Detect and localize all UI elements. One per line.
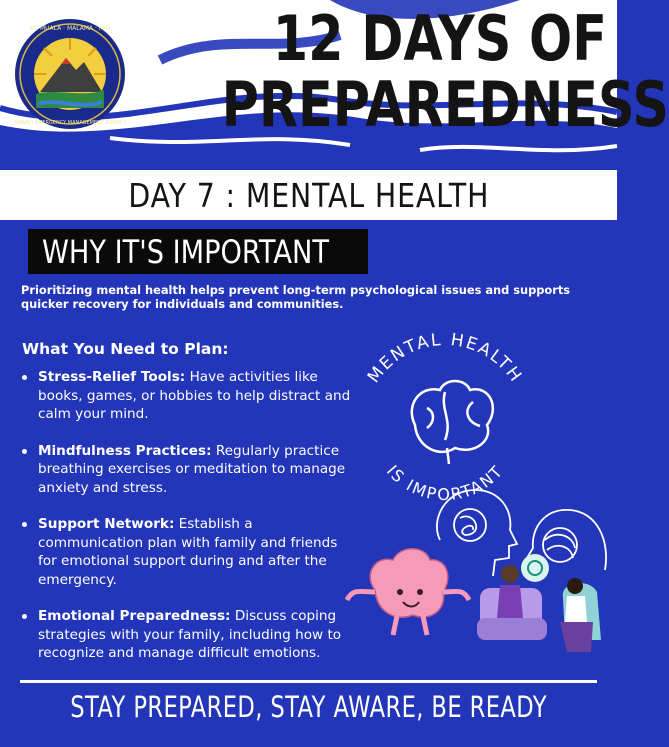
bullet-icon	[22, 522, 27, 527]
day-band	[0, 170, 617, 220]
list-item	[22, 442, 352, 498]
item-label: Support Network:	[38, 516, 175, 532]
heads-outline-icon	[437, 490, 606, 576]
logo-bottom-text: HAWAI'I EMERGENCY MANAGEMENT AGENCY	[13, 120, 127, 126]
day-title: DAY 7 : MENTAL HEALTH	[128, 176, 489, 215]
pink-brain-character-icon	[347, 549, 469, 635]
intro-text: Prioritizing mental health helps prevent long-term psychological issues and supports quicker recovery for individuals and communities.	[21, 283, 571, 311]
plan-list	[22, 368, 352, 681]
agency-seal-logo	[14, 18, 126, 130]
brain-outline-icon	[412, 381, 493, 464]
item-text: Discuss coping strategies with your family, including how to recognize and manage difficult emotions.	[38, 608, 342, 661]
therapy-session-icon	[477, 554, 601, 652]
footer	[0, 690, 617, 724]
header-banner	[0, 0, 669, 170]
item-text: Establish a communication plan with family and friends for emotional support during and after the emergency.	[38, 516, 338, 588]
footer-slogan: STAY PREPARED, STAY AWARE, BE READY	[70, 690, 547, 724]
item-label: Stress-Relief Tools:	[38, 369, 186, 385]
bullet-icon	[22, 449, 27, 454]
mental-health-illustration	[335, 330, 615, 675]
list-item	[22, 368, 352, 424]
list-item	[22, 515, 352, 589]
why-important-heading: WHY IT'S IMPORTANT	[42, 233, 329, 271]
bullet-icon	[22, 614, 27, 619]
logo-top-text: KO MUALA · MALAMA · MIN	[29, 25, 111, 32]
item-text: Have activities like books, games, or hobbies to help distract and calm your mind.	[38, 369, 351, 422]
badge-top-text: MENTAL HEALTH	[363, 330, 527, 387]
bullet-icon	[22, 375, 27, 380]
why-important-badge	[28, 229, 368, 274]
item-label: Emotional Preparedness:	[38, 608, 231, 624]
title-line-2: PREPAREDNESS	[221, 68, 669, 141]
page-title	[221, 2, 669, 141]
item-text: Regularly practice breathing exercises or meditation to manage anxiety and stress.	[38, 442, 346, 496]
item-label: Mindfulness Practices:	[38, 442, 212, 459]
list-item	[22, 607, 352, 663]
title-line-1: 12 DAYS OF	[272, 2, 607, 75]
badge-bottom-text: IS IMPORTANT	[382, 461, 508, 505]
footer-divider	[20, 680, 597, 683]
plan-heading: What You Need to Plan:	[22, 340, 229, 358]
